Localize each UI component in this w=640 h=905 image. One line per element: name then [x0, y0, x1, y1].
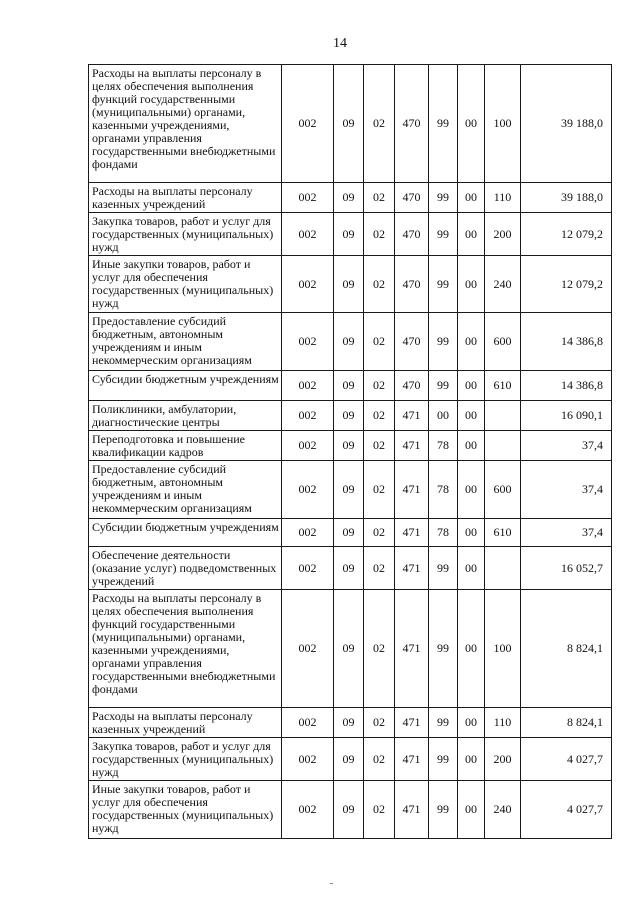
scan-artifact-dot	[330, 883, 333, 884]
row-target-code-3: 00	[458, 313, 485, 371]
row-target-code-2: 78	[429, 519, 458, 547]
row-target-code-1: 470	[395, 371, 429, 401]
row-name: Субсидии бюджетным учреждениям	[89, 519, 282, 547]
row-target-code-3: 00	[458, 547, 485, 590]
row-amount: 39 188,0	[521, 65, 612, 183]
row-expense-type-code: 240	[485, 256, 521, 313]
row-target-code-3: 00	[458, 519, 485, 547]
row-subsection-code: 02	[364, 461, 395, 519]
row-expense-type-code: 100	[485, 65, 521, 183]
row-target-code-2: 99	[429, 547, 458, 590]
row-target-code-1: 471	[395, 781, 429, 839]
row-ved-code: 002	[282, 547, 334, 590]
row-ved-code: 002	[282, 431, 334, 461]
table-row	[89, 461, 612, 519]
row-expense-type-code	[485, 401, 521, 431]
table-row	[89, 401, 612, 431]
row-target-code-1: 471	[395, 519, 429, 547]
row-target-code-3: 00	[458, 431, 485, 461]
table-row	[89, 431, 612, 461]
row-subsection-code: 02	[364, 738, 395, 781]
table-row	[89, 65, 612, 183]
row-section-code: 09	[334, 738, 364, 781]
row-target-code-1: 471	[395, 590, 429, 708]
row-target-code-2: 99	[429, 183, 458, 213]
row-target-code-1: 470	[395, 313, 429, 371]
row-expense-type-code: 610	[485, 519, 521, 547]
row-target-code-1: 470	[395, 256, 429, 313]
row-target-code-1: 470	[395, 213, 429, 256]
row-expense-type-code: 600	[485, 461, 521, 519]
budget-table	[88, 64, 612, 839]
row-target-code-3: 00	[458, 183, 485, 213]
row-ved-code: 002	[282, 313, 334, 371]
row-target-code-2: 00	[429, 401, 458, 431]
row-ved-code: 002	[282, 213, 334, 256]
row-amount: 4 027,7	[521, 738, 612, 781]
page-number: 14	[333, 36, 347, 51]
row-subsection-code: 02	[364, 590, 395, 708]
row-name: Расходы на выплаты персоналу в целях обеспечения выполнения функций государственными (муниципальными) органами, казенными учреждениями, органами управления государственными внебюджетными фондами	[89, 590, 282, 708]
row-subsection-code: 02	[364, 65, 395, 183]
row-target-code-1: 470	[395, 183, 429, 213]
table-row	[89, 708, 612, 738]
row-target-code-2: 78	[429, 461, 458, 519]
row-amount: 12 079,2	[521, 256, 612, 313]
row-ved-code: 002	[282, 371, 334, 401]
table-row	[89, 519, 612, 547]
row-name: Переподготовка и повышение квалификации кадров	[89, 431, 282, 461]
table-row	[89, 371, 612, 401]
row-target-code-1: 471	[395, 461, 429, 519]
row-section-code: 09	[334, 401, 364, 431]
row-section-code: 09	[334, 431, 364, 461]
row-section-code: 09	[334, 781, 364, 839]
row-target-code-2: 99	[429, 781, 458, 839]
row-target-code-2: 99	[429, 65, 458, 183]
row-target-code-2: 78	[429, 431, 458, 461]
row-name: Расходы на выплаты персоналу в целях обеспечения выполнения функций государственными (муниципальными) органами, казенными учреждениями, органами управления государственными внебюджетными фондами	[89, 65, 282, 183]
table-row	[89, 183, 612, 213]
row-target-code-1: 470	[395, 65, 429, 183]
row-ved-code: 002	[282, 519, 334, 547]
row-section-code: 09	[334, 313, 364, 371]
table-row	[89, 313, 612, 371]
row-amount: 39 188,0	[521, 183, 612, 213]
table-row	[89, 590, 612, 708]
row-amount: 14 386,8	[521, 313, 612, 371]
row-section-code: 09	[334, 590, 364, 708]
row-amount: 37,4	[521, 461, 612, 519]
table-row	[89, 213, 612, 256]
row-section-code: 09	[334, 371, 364, 401]
row-target-code-2: 99	[429, 708, 458, 738]
row-section-code: 09	[334, 183, 364, 213]
row-name: Расходы на выплаты персоналу казенных учреждений	[89, 183, 282, 213]
row-name: Расходы на выплаты персоналу казенных учреждений	[89, 708, 282, 738]
row-ved-code: 002	[282, 738, 334, 781]
row-target-code-3: 00	[458, 65, 485, 183]
row-section-code: 09	[334, 708, 364, 738]
row-target-code-3: 00	[458, 590, 485, 708]
row-ved-code: 002	[282, 781, 334, 839]
row-subsection-code: 02	[364, 183, 395, 213]
row-expense-type-code: 240	[485, 781, 521, 839]
row-target-code-2: 99	[429, 213, 458, 256]
row-amount: 16 090,1	[521, 401, 612, 431]
table-row	[89, 738, 612, 781]
row-subsection-code: 02	[364, 256, 395, 313]
row-name: Закупка товаров, работ и услуг для государственных (муниципальных) нужд	[89, 213, 282, 256]
row-target-code-3: 00	[458, 371, 485, 401]
row-amount: 4 027,7	[521, 781, 612, 839]
row-subsection-code: 02	[364, 781, 395, 839]
table-row	[89, 781, 612, 839]
row-subsection-code: 02	[364, 401, 395, 431]
row-expense-type-code: 600	[485, 313, 521, 371]
row-name: Обеспечение деятельности (оказание услуг) подведомственных учреждений	[89, 547, 282, 590]
row-subsection-code: 02	[364, 708, 395, 738]
row-target-code-3: 00	[458, 738, 485, 781]
row-subsection-code: 02	[364, 371, 395, 401]
row-target-code-1: 471	[395, 401, 429, 431]
row-ved-code: 002	[282, 256, 334, 313]
row-amount: 12 079,2	[521, 213, 612, 256]
row-target-code-2: 99	[429, 371, 458, 401]
row-target-code-1: 471	[395, 708, 429, 738]
row-name: Иные закупки товаров, работ и услуг для обеспечения государственных (муниципальных) нужд	[89, 781, 282, 839]
row-name: Предоставление субсидий бюджетным, автономным учреждениям и иным некоммерческим организациям	[89, 461, 282, 519]
row-expense-type-code: 110	[485, 183, 521, 213]
row-target-code-2: 99	[429, 256, 458, 313]
row-section-code: 09	[334, 65, 364, 183]
row-target-code-2: 99	[429, 590, 458, 708]
row-subsection-code: 02	[364, 547, 395, 590]
row-subsection-code: 02	[364, 313, 395, 371]
row-ved-code: 002	[282, 65, 334, 183]
row-expense-type-code: 100	[485, 590, 521, 708]
row-section-code: 09	[334, 256, 364, 313]
row-ved-code: 002	[282, 461, 334, 519]
row-section-code: 09	[334, 519, 364, 547]
row-target-code-3: 00	[458, 781, 485, 839]
row-name: Предоставление субсидий бюджетным, автономным учреждениям и иным некоммерческим организациям	[89, 313, 282, 371]
row-name: Поликлиники, амбулатории, диагностические центры	[89, 401, 282, 431]
row-target-code-3: 00	[458, 213, 485, 256]
row-target-code-1: 471	[395, 738, 429, 781]
row-target-code-3: 00	[458, 461, 485, 519]
row-expense-type-code: 200	[485, 738, 521, 781]
row-amount: 8 824,1	[521, 590, 612, 708]
row-expense-type-code	[485, 547, 521, 590]
row-ved-code: 002	[282, 708, 334, 738]
table-row	[89, 547, 612, 590]
budget-table-body	[89, 65, 612, 839]
row-name: Иные закупки товаров, работ и услуг для обеспечения государственных (муниципальных) нужд	[89, 256, 282, 313]
row-target-code-1: 471	[395, 431, 429, 461]
row-section-code: 09	[334, 213, 364, 256]
row-amount: 37,4	[521, 431, 612, 461]
row-target-code-2: 99	[429, 738, 458, 781]
row-ved-code: 002	[282, 401, 334, 431]
row-amount: 8 824,1	[521, 708, 612, 738]
row-subsection-code: 02	[364, 213, 395, 256]
row-name: Закупка товаров, работ и услуг для государственных (муниципальных) нужд	[89, 738, 282, 781]
row-expense-type-code	[485, 431, 521, 461]
row-name: Субсидии бюджетным учреждениям	[89, 371, 282, 401]
row-section-code: 09	[334, 547, 364, 590]
row-target-code-3: 00	[458, 708, 485, 738]
row-expense-type-code: 110	[485, 708, 521, 738]
row-ved-code: 002	[282, 183, 334, 213]
row-target-code-3: 00	[458, 256, 485, 313]
row-amount: 14 386,8	[521, 371, 612, 401]
row-ved-code: 002	[282, 590, 334, 708]
row-section-code: 09	[334, 461, 364, 519]
row-target-code-2: 99	[429, 313, 458, 371]
row-target-code-1: 471	[395, 547, 429, 590]
row-expense-type-code: 200	[485, 213, 521, 256]
row-amount: 37,4	[521, 519, 612, 547]
row-subsection-code: 02	[364, 431, 395, 461]
table-row	[89, 256, 612, 313]
row-target-code-3: 00	[458, 401, 485, 431]
row-subsection-code: 02	[364, 519, 395, 547]
row-amount: 16 052,7	[521, 547, 612, 590]
row-expense-type-code: 610	[485, 371, 521, 401]
